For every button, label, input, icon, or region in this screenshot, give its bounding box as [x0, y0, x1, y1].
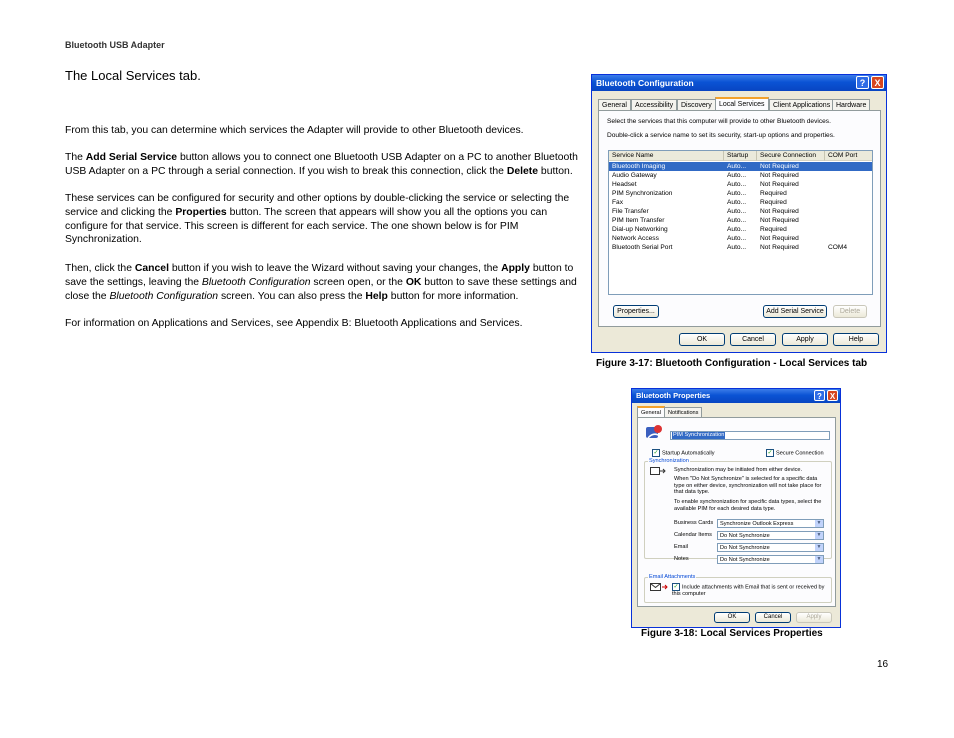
column-startup[interactable]: Startup [724, 151, 757, 161]
close-icon[interactable]: X [827, 390, 838, 401]
cell-secure: Not Required [760, 208, 799, 215]
cell-service: Network Access [612, 235, 659, 242]
table-row[interactable] [609, 234, 872, 243]
table-row[interactable] [609, 198, 872, 207]
pim-sync-icon [644, 423, 664, 441]
close-icon[interactable]: X [871, 76, 884, 89]
cell-service: Audio Gateway [612, 172, 657, 179]
checkmark-icon: ✓ [767, 450, 773, 456]
tab-strip [637, 407, 837, 417]
tab-accessibility[interactable]: Accessibility [631, 99, 677, 112]
cell-secure: Required [760, 199, 787, 206]
checkmark-icon: ✓ [653, 450, 659, 456]
table-row[interactable] [609, 189, 872, 198]
cell-secure: Not Required [760, 217, 799, 224]
paragraph-properties: These services can be configured for security and other options by double-clicking the service or selecting the service and clicking the Properties button. The screen that appears will show you all the options you can configure for that service. This screen is different for each service. The one shown below is for PIM Synchronization. [65, 193, 570, 246]
delete-button[interactable]: Delete [833, 305, 867, 318]
tab-general[interactable]: General [637, 406, 665, 419]
cell-secure: Not Required [760, 244, 799, 251]
window-titlebar: Bluetooth Configuration [592, 75, 886, 91]
page-number: 16 [877, 659, 889, 670]
tab-general[interactable]: General [598, 99, 631, 112]
cell-service: Headset [612, 181, 637, 188]
checkmark-icon: ✓ [673, 584, 679, 590]
email-label: Email [674, 544, 688, 550]
email-attachment-icon [650, 583, 668, 592]
intro-line-2: Double-click a service name to set its security, start-up options and properties. [607, 132, 835, 139]
chevron-down-icon: ▼ [816, 556, 822, 562]
synchronization-group-label: Synchronization [649, 458, 689, 464]
chevron-down-icon: ▼ [816, 520, 822, 526]
cell-service: PIM Item Transfer [612, 217, 665, 224]
cell-startup: Auto... [727, 199, 747, 206]
cancel-button[interactable]: Cancel [730, 333, 776, 346]
window-titlebar: Bluetooth Properties [632, 389, 840, 403]
cell-secure: Not Required [760, 235, 799, 242]
cell-startup: Auto... [727, 226, 747, 233]
cell-startup: Auto... [727, 181, 747, 188]
email-select[interactable]: Do Not Synchronize ▼ [717, 543, 824, 552]
paragraph-buttons: Then, click the Cancel button if you wish to leave the Wizard without saving your changes, the Apply button to save the settings, leaving the Bluetooth Configuration screen open, or the OK button to save these settings and close the Bluetooth Configuration screen. You can also press the Help button for more information. [65, 263, 577, 302]
ok-button[interactable]: OK [679, 333, 725, 346]
tab-hardware[interactable]: Hardware [832, 99, 870, 112]
sync-text-3: To enable synchronization for specific data types, select the available PIM for each desired data type. [674, 499, 822, 512]
business-cards-label: Business Cards [674, 520, 714, 526]
tab-notifications[interactable]: Notifications [664, 407, 702, 418]
table-row[interactable] [609, 180, 872, 189]
sync-text-1: Synchronization may be initiated from either device. [674, 467, 803, 473]
sync-devices-icon [650, 467, 666, 476]
tab-discovery[interactable]: Discovery [677, 99, 716, 112]
column-service-name[interactable]: Service Name [609, 151, 724, 161]
ok-button[interactable]: OK [714, 612, 750, 623]
cell-service: Dial-up Networking [612, 226, 668, 233]
figure-caption-3-17: Figure 3-17: Bluetooth Configuration - Local Services tab [596, 358, 868, 369]
intro-line-1: Select the services that this computer will provide to other Bluetooth devices. [607, 118, 831, 125]
cell-secure: Required [760, 190, 787, 197]
table-row[interactable] [609, 243, 872, 252]
apply-button[interactable]: Apply [782, 333, 828, 346]
cell-service: Bluetooth Imaging [612, 163, 666, 170]
local-services-panel [598, 110, 881, 327]
figure-caption-3-18: Figure 3-18: Local Services Properties [641, 628, 823, 639]
notes-label: Notes [674, 556, 689, 562]
cell-startup: Auto... [727, 172, 747, 179]
cell-secure: Required [760, 226, 787, 233]
cancel-button[interactable]: Cancel [755, 612, 791, 623]
calendar-items-label: Calendar Items [674, 532, 712, 538]
cell-startup: Auto... [727, 244, 747, 251]
cell-startup: Auto... [727, 190, 747, 197]
bluetooth-configuration-window [591, 74, 887, 353]
startup-automatically-checkbox[interactable]: ✓ Startup Automatically [653, 450, 715, 457]
cell-startup: Auto... [727, 217, 747, 224]
cell-service: Fax [612, 199, 623, 206]
running-header: Bluetooth USB Adapter [65, 40, 165, 50]
secure-connection-checkbox[interactable]: ✓ Secure Connection [767, 450, 824, 457]
chevron-down-icon: ▼ [816, 544, 822, 550]
business-cards-select[interactable]: Synchronize Outlook Express ▼ [717, 519, 824, 528]
cell-secure: Not Required [760, 163, 799, 170]
notes-select[interactable]: Do Not Synchronize ▼ [717, 555, 824, 564]
add-serial-service-button[interactable]: Add Serial Service [763, 305, 827, 318]
cell-service: File Transfer [612, 208, 649, 215]
paragraph-add-serial: The Add Serial Service button allows you to connect one Bluetooth USB Adapter on a PC to another Bluetooth USB Adapter on a PC through a serial connection. If you wish to break this connection, click the Delete button. [65, 152, 578, 177]
chevron-down-icon: ▼ [816, 532, 822, 538]
cell-secure: Not Required [760, 181, 799, 188]
email-attachments-group-label: Email Attachments [649, 574, 696, 580]
cell-com: COM4 [828, 244, 848, 251]
services-list [608, 150, 873, 295]
section-title: The Local Services tab. [65, 68, 201, 83]
cell-startup: Auto... [727, 208, 747, 215]
table-row[interactable] [609, 216, 872, 225]
table-row[interactable] [609, 162, 872, 171]
table-row[interactable] [609, 225, 872, 234]
help-icon[interactable]: ? [856, 76, 869, 89]
help-button[interactable]: Help [833, 333, 879, 346]
help-icon[interactable]: ? [814, 390, 825, 401]
include-attachments-checkbox[interactable]: ✓ Include attachments with Email that is sent or received by this computer [672, 584, 825, 598]
cell-secure: Not Required [760, 172, 799, 179]
column-com-port[interactable]: COM Port [825, 151, 872, 161]
cell-service: PIM Synchronization [612, 190, 673, 197]
sync-text-2: When "Do Not Synchronize" is selected for a specific data type on either device, synchronization will not take place for that data type. [674, 476, 822, 496]
cell-startup: Auto... [727, 163, 747, 170]
table-row[interactable] [609, 207, 872, 216]
paragraph-appendix: For information on Applications and Services, see Appendix B: Bluetooth Applications and Services. [65, 318, 523, 329]
calendar-items-select[interactable]: Do Not Synchronize ▼ [717, 531, 824, 540]
cell-startup: Auto... [727, 235, 747, 242]
apply-button[interactable]: Apply [796, 612, 832, 623]
table-row[interactable] [609, 171, 872, 180]
properties-button[interactable]: Properties... [613, 305, 659, 318]
column-secure-connection[interactable]: Secure Connection [757, 151, 825, 161]
properties-panel [637, 417, 836, 607]
tab-local-services[interactable]: Local Services [715, 97, 769, 113]
bluetooth-properties-window [631, 388, 841, 628]
paragraph-intro: From this tab, you can determine which services the Adapter will provide to other Bluetooth devices. [65, 125, 524, 136]
tab-client-applications[interactable]: Client Applications [769, 99, 834, 112]
cell-service: Bluetooth Serial Port [612, 244, 673, 251]
service-name-field[interactable]: PIM Synchronization [670, 431, 830, 440]
